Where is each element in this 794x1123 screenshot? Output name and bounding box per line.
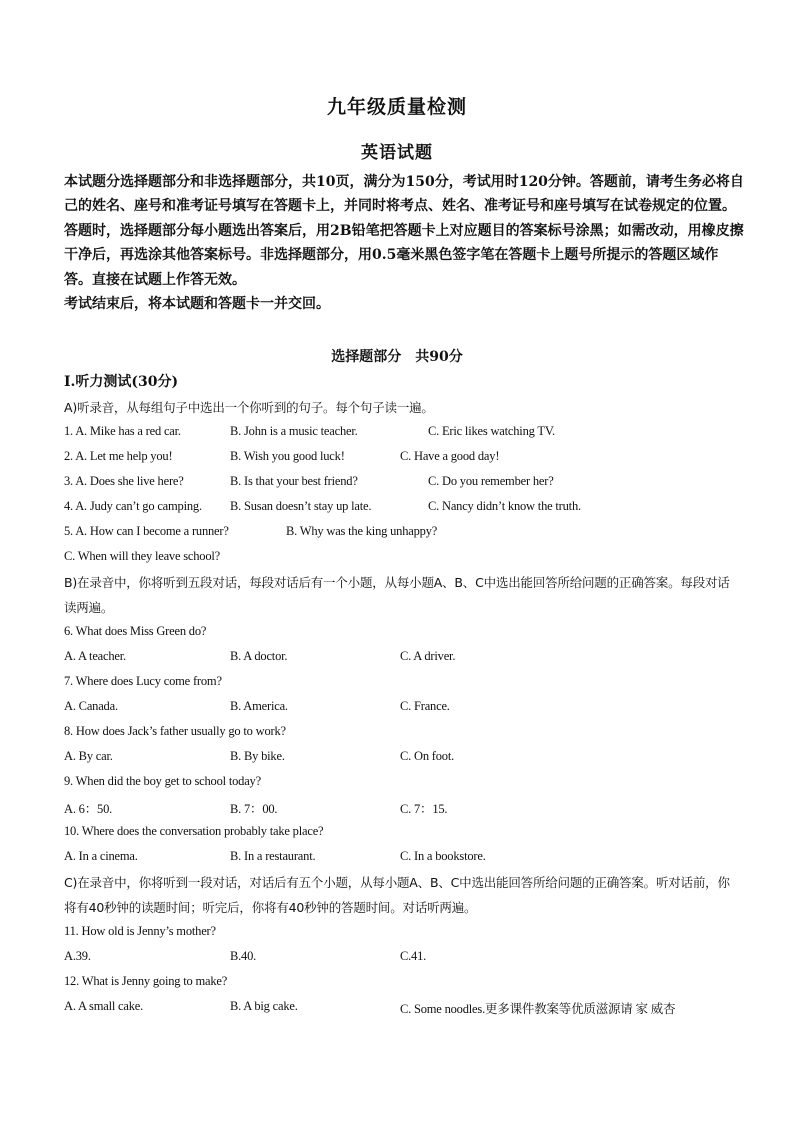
option-b: B. America. bbox=[230, 699, 288, 713]
option-c: C. A driver. bbox=[400, 649, 456, 663]
option-b: B. Wish you good luck! bbox=[230, 449, 345, 463]
part1-title: Ⅰ.听力测试(30分) bbox=[64, 374, 179, 390]
question-10: 10. Where does the conversation probably take place? bbox=[64, 824, 324, 838]
option-b: B. A big cake. bbox=[230, 999, 298, 1013]
option-c: C. Eric likes watching TV. bbox=[428, 424, 555, 438]
question-12: 12. What is Jenny going to make? bbox=[64, 974, 228, 988]
option-c: C. Have a good day! bbox=[400, 449, 500, 463]
option-b: B. A doctor. bbox=[230, 649, 288, 663]
option-b: B. By bike. bbox=[230, 749, 285, 763]
partB-instruction: B)在录音中，你将听到五段对话，每段对话后有一个小题，从每小题A、B、C中选出能回答所给问题的正确答案。每段对话读两遍。 bbox=[64, 575, 730, 615]
option-a: A.39. bbox=[64, 949, 91, 963]
option-c-wrapped: C. When will they leave school? bbox=[64, 549, 221, 563]
option-b: B. Is that your best friend? bbox=[230, 474, 358, 488]
option-c: C. In a bookstore. bbox=[400, 849, 486, 863]
partA-instruction: A)听录音，从每组句子中选出一个你听到的句子。每个句子读一遍。 bbox=[64, 400, 434, 415]
option-a: A. By car. bbox=[64, 749, 113, 763]
option-c: C. Do you remember her? bbox=[428, 474, 554, 488]
option-c: C. Some noodles.更多课件教案等优质滋源请 家 威杏 bbox=[400, 1002, 676, 1016]
option-a: 3. A. Does she live here? bbox=[64, 474, 184, 488]
option-b: B. John is a music teacher. bbox=[230, 424, 358, 438]
exam-subtitle: 英语试题 bbox=[361, 143, 433, 163]
instruction-paragraph-1: 本试题分选择题部分和非选择题部分，共10页，满分为150分，考试用时120分钟。答题前，请考生务必将自己的姓名、座号和准考证号填写在答题卡上，并同时将考点、姓名、准考证号和座号填写在试卷规定的位置。 bbox=[64, 174, 744, 215]
option-b: B. Why was the king unhappy? bbox=[286, 524, 438, 538]
option-c: C. On foot. bbox=[400, 749, 455, 763]
option-a: 2. A. Let me help you! bbox=[64, 449, 173, 463]
option-b: B. Susan doesn’t stay up late. bbox=[230, 499, 372, 513]
option-a: 5. A. How can I become a runner? bbox=[64, 524, 229, 538]
option-c: C. 7：15. bbox=[400, 802, 448, 816]
option-c: C. Nancy didn’t know the truth. bbox=[428, 499, 581, 513]
instruction-paragraph-2: 答题时，选择题部分每小题选出答案后，用2B铅笔把答题卡上对应题目的答案标号涂黑；如需改动，用橡皮擦干净后，再选涂其他答案标号。非选择题部分，用0.5毫米黑色签字笔在答题卡上题号所提示的答题区域作答。直接在试题上作答无效。 bbox=[64, 222, 744, 288]
option-a: A. In a cinema. bbox=[64, 849, 138, 863]
option-a: A. A teacher. bbox=[64, 649, 126, 663]
exam-title: 九年级质量检测 bbox=[326, 96, 467, 118]
option-a: A. Canada. bbox=[64, 699, 118, 713]
section-title: 选择题部分 共90分 bbox=[331, 349, 463, 365]
question-7: 7. Where does Lucy come from? bbox=[64, 674, 222, 688]
question-8: 8. How does Jack’s father usually go to work? bbox=[64, 724, 286, 738]
option-b: B. In a restaurant. bbox=[230, 849, 316, 863]
option-c: C.41. bbox=[400, 949, 427, 963]
option-b: B. 7：00. bbox=[230, 802, 278, 816]
option-a: A. A small cake. bbox=[64, 999, 144, 1013]
question-6: 6. What does Miss Green do? bbox=[64, 624, 207, 638]
partC-instruction: C)在录音中，你将听到一段对话，对话后有五个小题，从每小题A、B、C中选出能回答所给问题的正确答案。听对话前，你将有40秒钟的读题时间；听完后，你将有40秒钟的答题时间。对话听两遍。 bbox=[64, 875, 730, 915]
option-b: B.40. bbox=[230, 949, 257, 963]
option-c: C. France. bbox=[400, 699, 450, 713]
option-a: A. 6：50. bbox=[64, 802, 113, 816]
question-11: 11. How old is Jenny’s mother? bbox=[64, 924, 216, 938]
option-a: 1. A. Mike has a red car. bbox=[64, 424, 181, 438]
instructions bbox=[64, 170, 744, 316]
instruction-paragraph-3: 考试结束后，将本试题和答题卡一并交回。 bbox=[64, 296, 330, 313]
option-a: 4. A. Judy can’t go camping. bbox=[64, 499, 202, 513]
question-9: 9. When did the boy get to school today? bbox=[64, 774, 261, 788]
